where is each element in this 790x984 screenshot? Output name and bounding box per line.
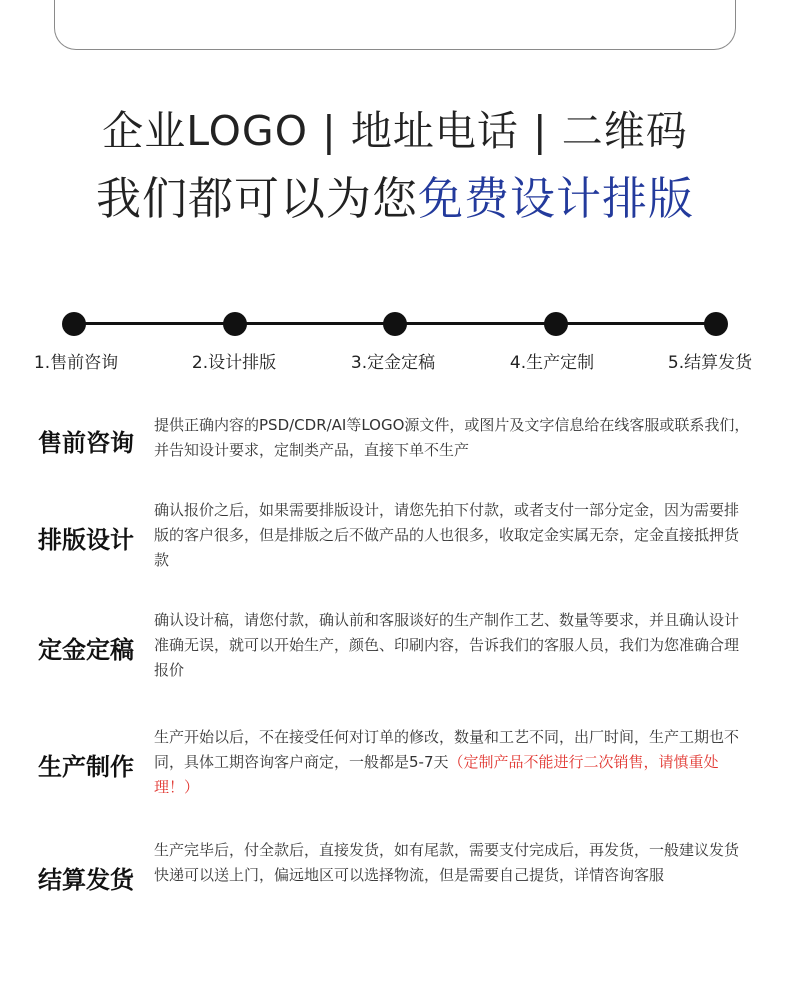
production-warning: （定制产品不能进行二次销售，请慎重处理！） [154,753,719,796]
section-text-production [154,725,752,800]
headline-line-1: 企业LOGO | 地址电话 | 二维码 [102,107,688,155]
section-text-presale: 提供正确内容的PSD/CDR/AI等LOGO源文件，或图片及文字信息给在线客服或联系我们，并告知设计要求，定制类产品，直接下单不生产 [154,416,750,459]
section-title-presale: 售前咨询 [38,429,134,457]
section-text-deposit: 确认设计稿，请您付款，确认前和客服谈好的生产制作工艺、数量等要求，并且确认设计准确无误，就可以开始生产，颜色、印刷内容，告诉我们的客服人员，我们为您准确合理报价 [154,611,740,679]
step-dot [704,312,728,336]
software-icons-card [54,0,736,50]
step-dot [383,312,407,336]
section-text-settlement: 生产完毕后，付全款后，直接发货，如有尾款，需要支付完成后，再发货，一般建议发货快递可以送上门，偏远地区可以选择物流，但是需要自己提货，详情咨询客服 [154,841,740,884]
section-title-settlement: 结算发货 [38,866,134,894]
headline-accent: 免费设计排版 [418,172,695,225]
section-text-design: 确认报价之后，如果需要排版设计，请您先拍下付款，或者支付一部分定金，因为需要排版的客户很多，但是排版之后不做产品的人也很多，收取定金实属无奈，定金直接抵押货款 [154,501,740,569]
step-label-presale: 1.售前咨询 [33,353,119,373]
production-text: 生产开始以后，不在接受任何对订单的修改，数量和工艺不同，出厂时间，生产工期也不同，具体工期咨询客户商定，一般都是5-7天 [154,728,740,771]
step-dot [62,312,86,336]
section-title-design: 排版设计 [38,526,134,554]
section-title-deposit: 定金定稿 [38,636,134,664]
step-dot [544,312,568,336]
headline-line-2 [0,162,790,227]
step-label-production: 4.生产定制 [509,353,595,373]
section-title-production: 生产制作 [38,753,134,781]
step-label-deposit: 3.定金定稿 [350,353,436,373]
headline-prefix: 我们都可以为您 [95,172,418,225]
step-label-settlement: 5.结算发货 [667,353,753,373]
step-dot [223,312,247,336]
step-label-design: 2.设计排版 [191,353,277,373]
